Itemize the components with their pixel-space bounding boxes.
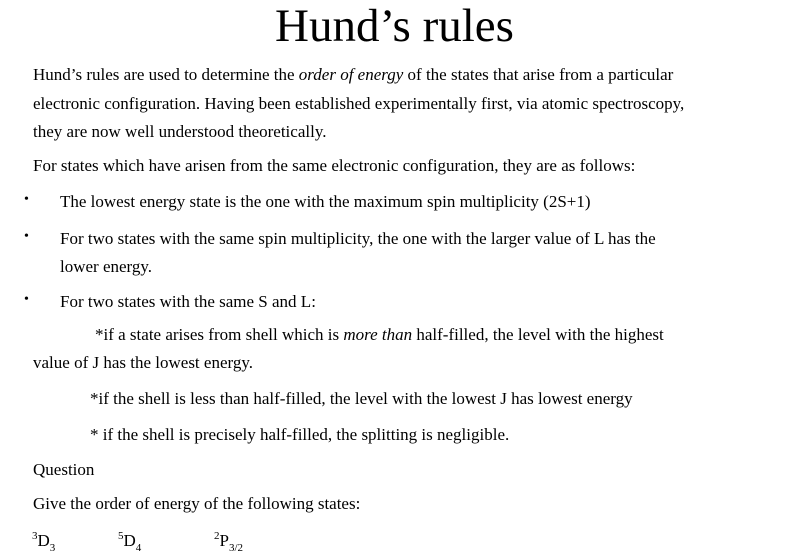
subrule-emphasis: more than xyxy=(343,325,413,344)
subrule-text: *if a state arises from shell which is xyxy=(95,325,344,344)
lead-in-text: For states which have arisen from the same electronic configuration, they are as follows: xyxy=(33,156,636,175)
bullet-icon: • xyxy=(24,229,29,244)
subrule-3: * if the shell is precisely half-filled, the splitting is negligible. xyxy=(90,425,510,444)
subrule-2: *if the shell is less than half-filled, the level with the lowest J has lowest energy xyxy=(90,389,633,408)
subrule-1-cont: value of J has the lowest energy. xyxy=(33,353,253,372)
j-value: 3 xyxy=(49,542,56,554)
term-letter: D xyxy=(37,531,50,550)
subrule-1 xyxy=(95,325,664,345)
intro-text: Hund’s rules are used to determine the xyxy=(33,65,299,84)
bullet-icon: • xyxy=(24,292,29,307)
term-symbol xyxy=(118,530,142,554)
rule-3-text: For two states with the same S and L: xyxy=(60,292,316,311)
page-title: Hund’s rules xyxy=(275,0,514,52)
question-prompt: Give the order of energy of the following states: xyxy=(33,494,361,513)
intro-line-1 xyxy=(33,65,673,85)
intro-line-2: electronic configuration. Having been established experimentally first, via atomic spectroscopy, xyxy=(33,94,685,113)
j-value: 4 xyxy=(135,542,142,554)
j-value: 3/2 xyxy=(228,542,244,554)
rule-2-text-cont: lower energy. xyxy=(60,257,153,276)
term-letter: P xyxy=(219,531,229,550)
subrule-text: half-filled, the level with the highest xyxy=(412,325,664,344)
term-symbol xyxy=(214,530,244,554)
multiplicity: 5 xyxy=(118,530,124,542)
multiplicity: 3 xyxy=(32,530,38,542)
multiplicity: 2 xyxy=(214,530,220,542)
rule-2-text: For two states with the same spin multiplicity, the one with the larger value of L has the xyxy=(60,229,656,248)
intro-emphasis: order of energy xyxy=(298,65,404,84)
intro-line-3: they are now well understood theoretically. xyxy=(33,122,327,141)
intro-text: of the states that arise from a particular xyxy=(403,65,674,84)
term-letter: D xyxy=(123,531,136,550)
question-heading: Question xyxy=(33,460,95,479)
bullet-icon: • xyxy=(24,192,29,207)
term-symbol xyxy=(32,530,56,554)
rule-1-text: The lowest energy state is the one with the maximum spin multiplicity (2S+1) xyxy=(60,192,591,211)
